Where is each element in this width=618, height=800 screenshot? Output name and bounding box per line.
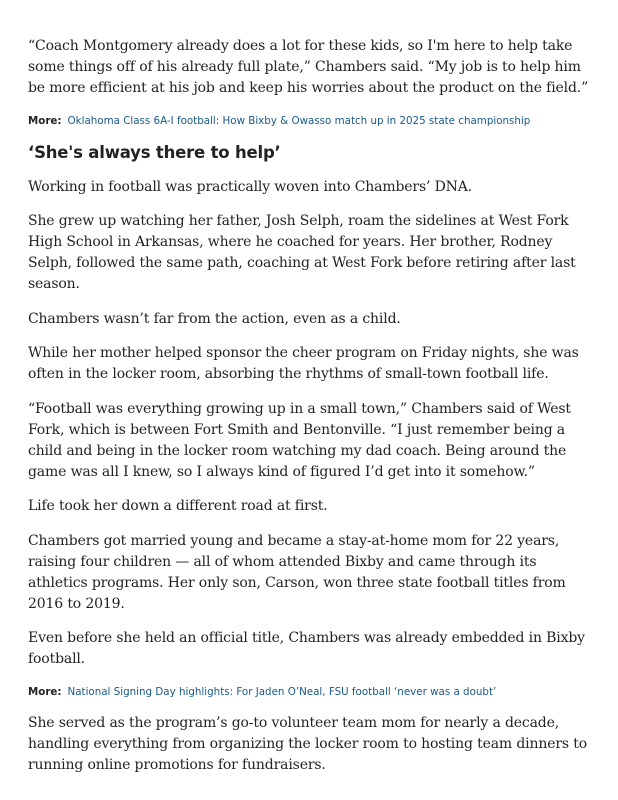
article-paragraph: She served as the program’s go-to volunteer team mom for nearly a decade, handling everything from organizing the locker room to hosting team dinners to running online promotions for fundraisers. [28, 715, 587, 773]
article-paragraph: Even before she held an official title, Chambers was already embedded in Bixby football. [28, 630, 585, 667]
article-paragraph: Working in football was practically woven into Chambers’ DNA. [28, 178, 473, 195]
more-related-link [28, 113, 596, 129]
more-label: More: [28, 114, 62, 127]
more-related-link [28, 684, 596, 700]
article-paragraph: While her mother helped sponsor the cheer program on Friday nights, she was often in the locker room, absorbing the rhythms of small-town football life. [28, 345, 579, 382]
article-paragraph: Life took her down a different road at first. [28, 498, 328, 514]
section-heading: ‘She's always there to help’ [28, 143, 281, 162]
related-article-link[interactable]: Oklahoma Class 6A-I football: How Bixby & Owasso match up in 2025 state championship [67, 114, 531, 127]
article-paragraph: “Football was everything growing up in a small town,” Chambers said of West Fork, which is between Fort Smith and Bentonville. “I just remember being a child and being in the locker room watching my dad coach. Being around the game was all I knew, so I always kind of figured I’d get into it somehow.” [28, 400, 571, 480]
article-paragraph: She grew up watching her father, Josh Selph, roam the sidelines at West Fork High School in Arkansas, where he coached for years. Her brother, Rodney Selph, followed the same path, coaching at West Fork before retiring after last season. [28, 213, 576, 292]
article-paragraph: “Coach Montgomery already does a lot for these kids, so I'm here to help take some things off of his already full plate,” Chambers said. “My job is to help him be more efficient at his job and keep his worries about the product on the field.” [28, 38, 589, 96]
article-body [28, 36, 596, 790]
related-article-link[interactable]: National Signing Day highlights: For Jaden O’Neal, FSU football ‘never was a doubt’ [67, 685, 497, 698]
article-paragraph: Chambers got married young and became a stay-at-home mom for 22 years, raising four children — all of whom attended Bixby and came through its athletics programs. Her only son, Carson, won three state football titles from 2016 to 2019. [28, 532, 566, 612]
article-paragraph: Chambers wasn’t far from the action, even as a child. [28, 310, 401, 327]
more-label: More: [28, 685, 62, 698]
